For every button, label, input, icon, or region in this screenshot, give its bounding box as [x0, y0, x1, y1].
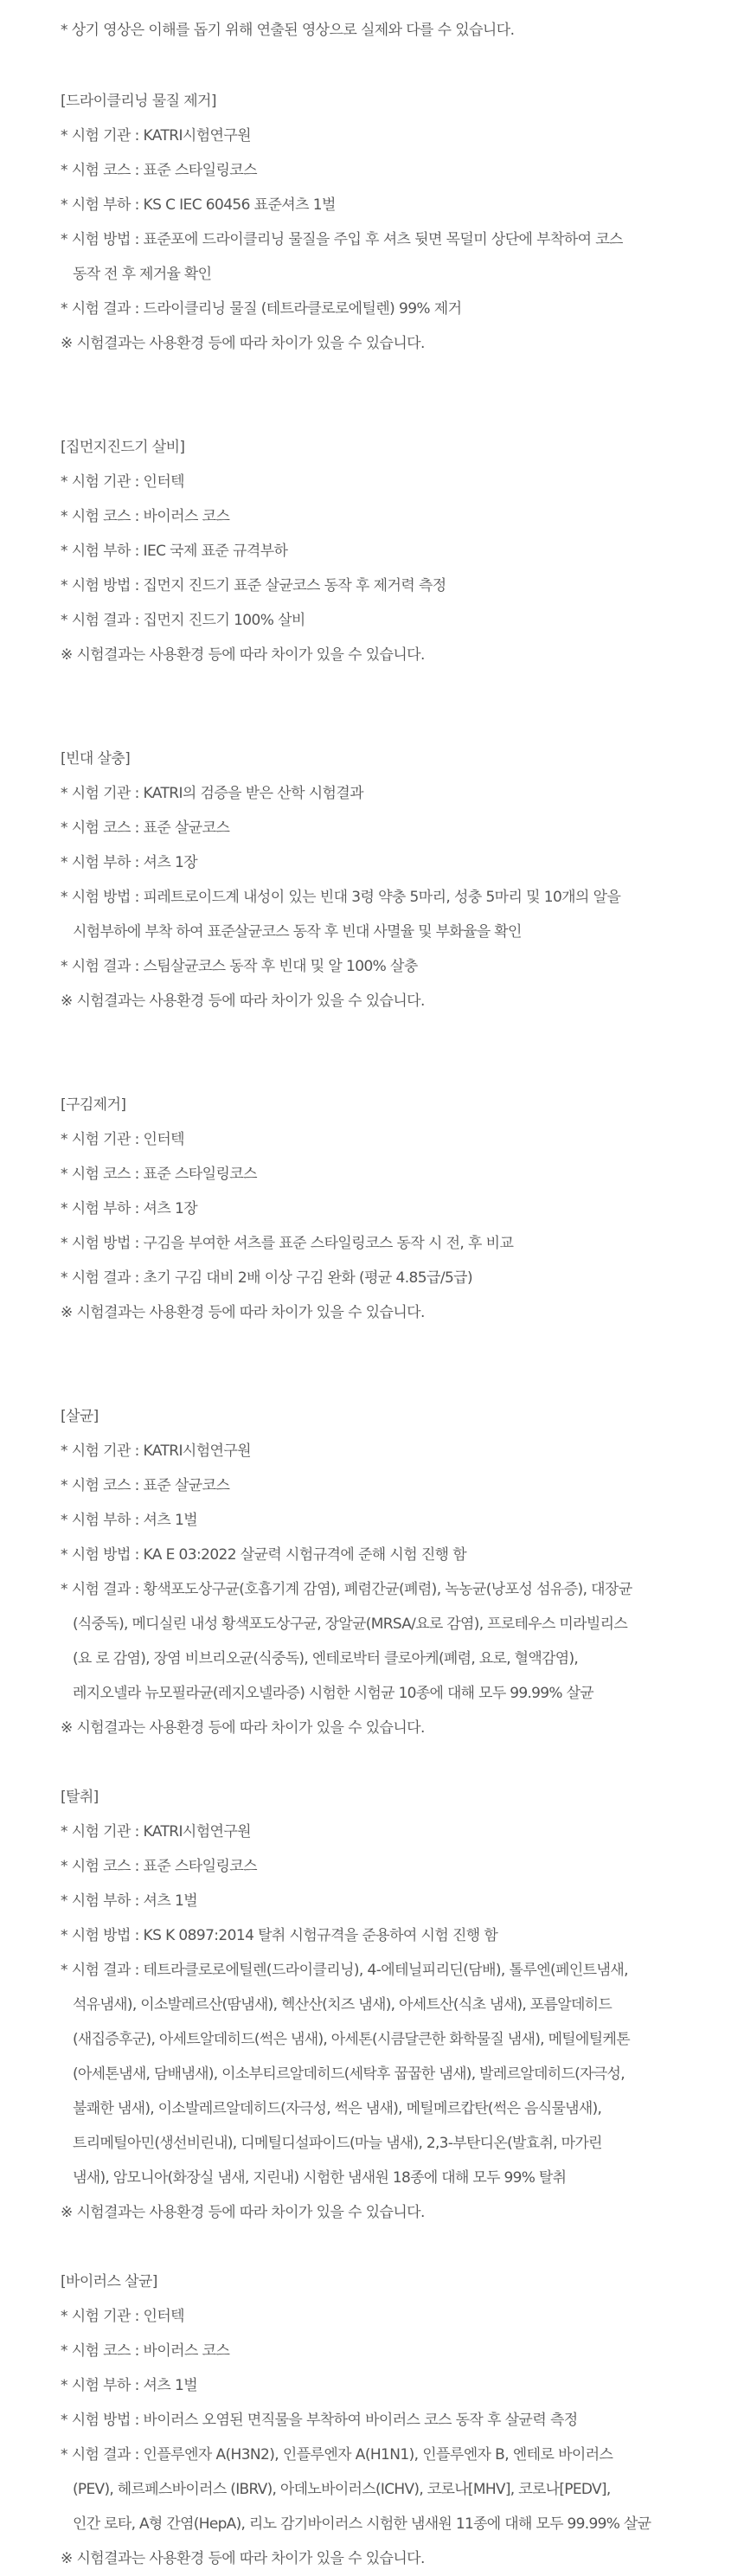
- detail-line: * 시험 방법 : 표준포에 드라이클리닝 물질을 주입 후 셔츠 뒷면 목덜미 상단에 부착하여 코스: [61, 231, 623, 248]
- detail-continuation: (식중독), 메디실린 내성 황색포도상구균, 장알균(MRSA/요로 감염), 프로테우스 미라빌리스: [73, 1616, 628, 1633]
- detail-line: * 시험 기관 : KATRI시험연구원: [61, 127, 252, 145]
- detail-continuation: 불쾌한 냄새), 이소발레르알데히드(자극성, 썩은 냄새), 메틸메르캅탄(썩은 음식물냄새),: [73, 2100, 602, 2117]
- detail-line: * 시험 코스 : 바이러스 코스: [61, 508, 230, 525]
- detail-continuation: 냄새), 암모니아(화장실 냄새, 지린내) 시험한 냄새원 18종에 대해 모두 99% 탈취: [73, 2169, 567, 2187]
- section-title: [구김제거]: [61, 1096, 126, 1114]
- result-disclaimer: ※ 시험결과는 사용환경 등에 따라 차이가 있을 수 있습니다.: [61, 992, 425, 1010]
- detail-line: * 시험 부하 : KS C IEC 60456 표준셔츠 1벌: [61, 196, 336, 214]
- detail-line: * 시험 코스 : 표준 살균코스: [61, 1477, 230, 1494]
- detail-line: * 시험 결과 : 집먼지 진드기 100% 살비: [61, 612, 305, 629]
- result-disclaimer: ※ 시험결과는 사용환경 등에 따라 차이가 있을 수 있습니다.: [61, 335, 425, 352]
- detail-line: * 시험 코스 : 표준 스타일링코스: [61, 1858, 257, 1875]
- section-title: [탈취]: [61, 1789, 99, 1806]
- detail-line: * 시험 방법 : 집먼지 진드기 표준 살균코스 동작 후 제거력 측정: [61, 577, 446, 594]
- result-disclaimer: ※ 시험결과는 사용환경 등에 따라 차이가 있을 수 있습니다.: [61, 2550, 425, 2567]
- detail-line: * 시험 기관 : 인터텍: [61, 473, 184, 491]
- section-title: [살균]: [61, 1408, 99, 1425]
- detail-line: * 시험 결과 : 초기 구김 대비 2배 이상 구김 완화 (평균 4.85급/5급): [61, 1269, 473, 1287]
- detail-line: * 시험 코스 : 표준 스타일링코스: [61, 162, 257, 179]
- result-disclaimer: ※ 시험결과는 사용환경 등에 따라 차이가 있을 수 있습니다.: [61, 1719, 425, 1737]
- detail-line: * 시험 방법 : KS K 0897:2014 탈취 시험규격을 준용하여 시험 진행 함: [61, 1927, 498, 1944]
- detail-line: * 시험 부하 : 셔츠 1장: [61, 1200, 198, 1217]
- detail-line: * 시험 부하 : IEC 국제 표준 규격부하: [61, 543, 288, 560]
- section-title: [바이러스 살균]: [61, 2273, 157, 2290]
- detail-line: * 시험 결과 : 테트라클로로에틸렌(드라이클리닝), 4-에테닐피리딘(담배), 톨루엔(페인트냄새,: [61, 1962, 628, 1979]
- section-title: [드라이클리닝 물질 제거]: [61, 93, 216, 110]
- detail-line: * 시험 방법 : 구김을 부여한 셔츠를 표준 스타일링코스 동작 시 전, 후 비교: [61, 1235, 514, 1252]
- detail-line: * 시험 결과 : 인플루엔자 A(H3N2), 인플루엔자 A(H1N1), 인플루엔자 B, 엔테로 바이러스: [61, 2446, 613, 2464]
- result-disclaimer: ※ 시험결과는 사용환경 등에 따라 차이가 있을 수 있습니다.: [61, 2204, 425, 2221]
- result-disclaimer: ※ 시험결과는 사용환경 등에 따라 차이가 있을 수 있습니다.: [61, 1304, 425, 1321]
- detail-continuation: 동작 전 후 제거율 확인: [73, 266, 212, 283]
- section-title: [빈대 살충]: [61, 750, 131, 768]
- detail-continuation: 트리메틸아민(생선비린내), 디메틸디설파이드(마늘 냄새), 2,3-부탄디온(발효취, 마가린: [73, 2135, 602, 2152]
- detail-continuation: (새집증후군), 아세트알데히드(썩은 냄새), 아세톤(시큼달큰한 화학물질 냄새), 메틸에틸케톤: [73, 2031, 630, 2048]
- detail-continuation: (아세톤냄새, 담배냄새), 이소부티르알데히드(세탁후 꿉꿉한 냄새), 발레르알데히드(자극성,: [73, 2065, 625, 2083]
- detail-line: * 시험 코스 : 표준 스타일링코스: [61, 1166, 257, 1183]
- detail-line: * 시험 코스 : 바이러스 코스: [61, 2342, 230, 2360]
- detail-continuation: 레지오넬라 뉴모필라균(레지오넬라증) 시험한 시험균 10종에 대해 모두 99.99% 살균: [73, 1685, 594, 1702]
- detail-line: * 시험 부하 : 셔츠 1벌: [61, 1892, 198, 1910]
- detail-line: * 시험 결과 : 드라이클리닝 물질 (테트라클로로에틸렌) 99% 제거: [61, 300, 462, 318]
- disclaimer-note: * 상기 영상은 이해를 돕기 위해 연출된 영상으로 실제와 다를 수 있습니다.: [61, 22, 515, 39]
- detail-line: * 시험 기관 : KATRI시험연구원: [61, 1823, 252, 1840]
- detail-continuation: 시험부하에 부착 하여 표준살균코스 동작 후 빈대 사멸율 및 부화율을 확인: [73, 923, 522, 941]
- section-title: [집먼지진드기 살비]: [61, 439, 185, 456]
- detail-continuation: (PEV), 헤르페스바이러스 (IBRV), 아데노바이러스(ICHV), 코로나[MHV], 코로나[PEDV],: [73, 2481, 611, 2498]
- result-disclaimer: ※ 시험결과는 사용환경 등에 따라 차이가 있을 수 있습니다.: [61, 646, 425, 664]
- detail-line: * 시험 부하 : 셔츠 1장: [61, 854, 198, 871]
- detail-continuation: 석유냄새), 이소발레르산(땀냄새), 헥산산(치즈 냄새), 아세트산(식초 냄새), 포름알데히드: [73, 1996, 613, 2014]
- detail-line: * 시험 부하 : 셔츠 1벌: [61, 2377, 198, 2394]
- detail-line: * 시험 결과 : 황색포도상구균(호흡기계 감염), 폐렴간균(폐렴), 녹농균(낭포성 섬유증), 대장균: [61, 1581, 632, 1598]
- detail-line: * 시험 방법 : 피레트로이드계 내성이 있는 빈대 3령 약충 5마리, 성충 5마리 및 10개의 알을: [61, 889, 621, 906]
- detail-line: * 시험 기관 : 인터텍: [61, 1131, 184, 1148]
- detail-continuation: 인간 로타, A형 간염(HepA), 리노 감기바이러스 시험한 냄새원 11종에 대해 모두 99.99% 살균: [73, 2515, 651, 2533]
- detail-line: * 시험 기관 : KATRI시험연구원: [61, 1442, 252, 1460]
- detail-line: * 시험 기관 : KATRI의 검증을 받은 산학 시험결과: [61, 785, 363, 802]
- detail-line: * 시험 결과 : 스팀살균코스 동작 후 빈대 및 알 100% 살충: [61, 958, 418, 975]
- detail-line: * 시험 코스 : 표준 살균코스: [61, 819, 230, 837]
- detail-line: * 시험 방법 : KA E 03:2022 살균력 시험규격에 준해 시험 진행 함: [61, 1546, 467, 1564]
- detail-line: * 시험 방법 : 바이러스 오염된 면직물을 부착하여 바이러스 코스 동작 후 살균력 측정: [61, 2412, 578, 2429]
- detail-line: * 시험 부하 : 셔츠 1벌: [61, 1512, 198, 1529]
- detail-line: * 시험 기관 : 인터텍: [61, 2308, 184, 2325]
- detail-continuation: (요 로 감염), 장염 비브리오균(식중독), 엔테로박터 클로아케(폐렴, 요로, 혈액감염),: [73, 1650, 579, 1667]
